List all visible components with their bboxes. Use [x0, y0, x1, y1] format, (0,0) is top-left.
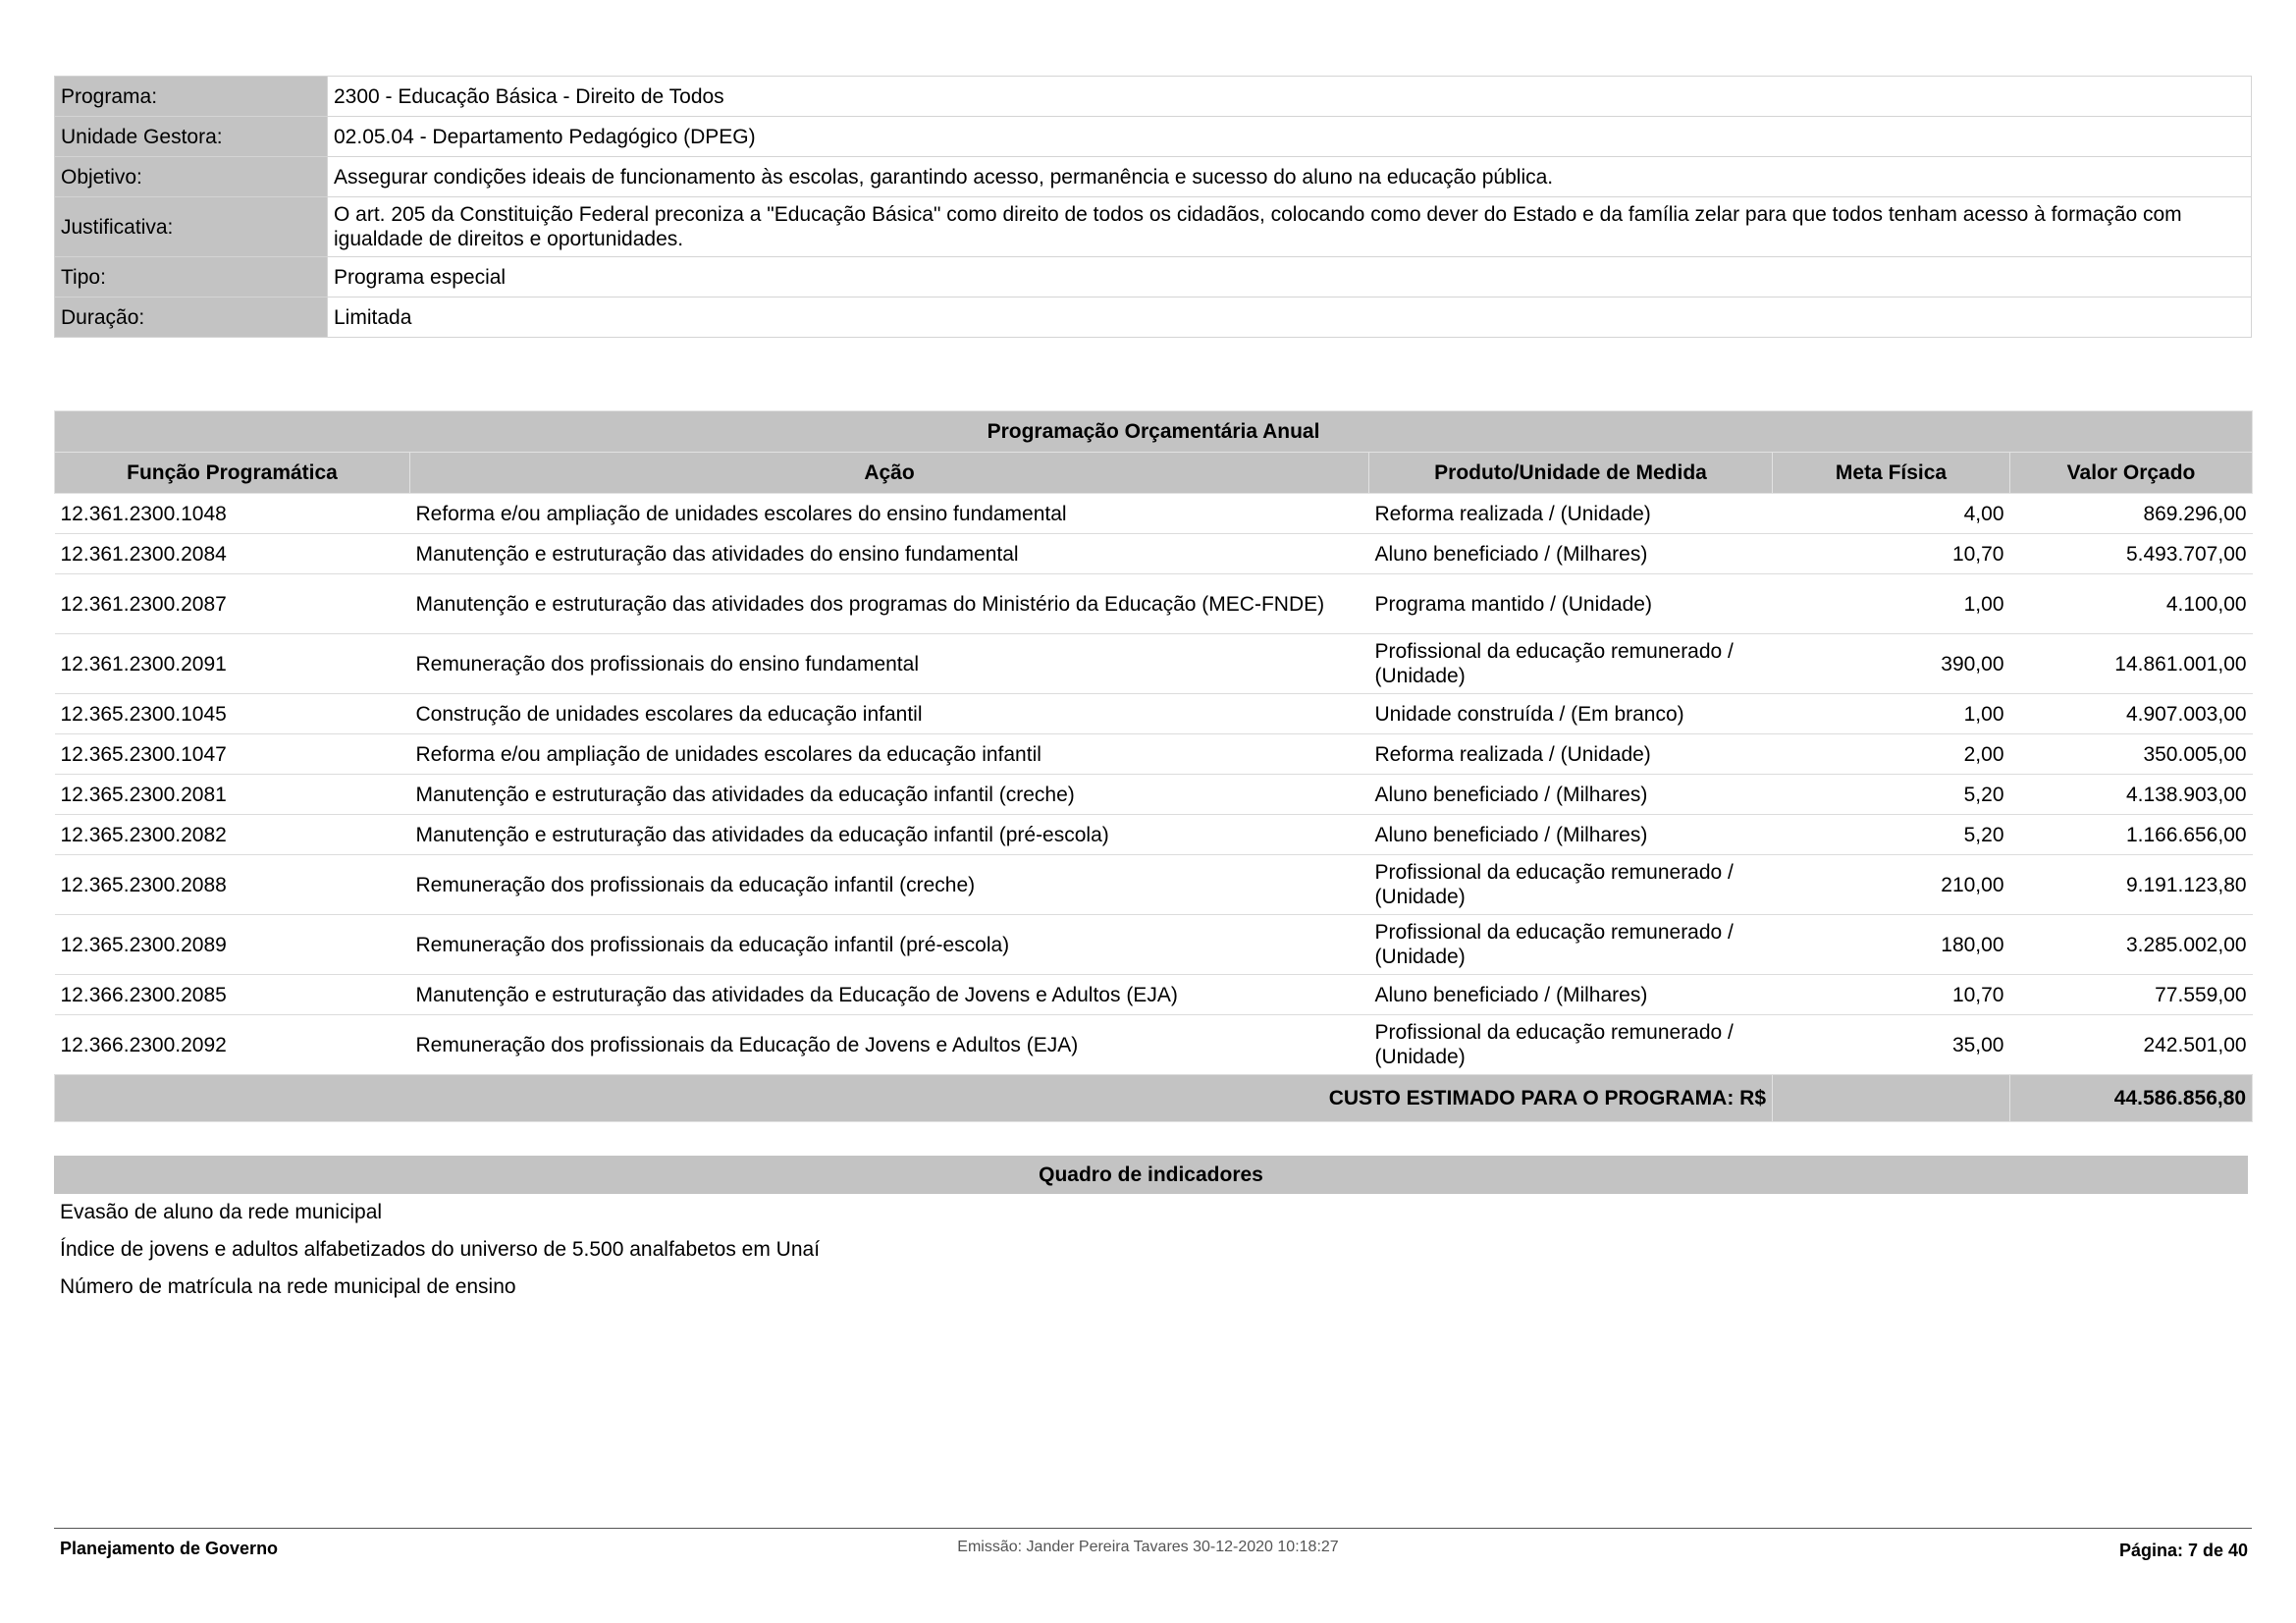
cell-acao: Construção de unidades escolares da educação infantil [410, 694, 1369, 734]
header-meta: Meta Física [1773, 453, 2010, 494]
list-item: Evasão de aluno da rede municipal [60, 1201, 383, 1223]
footer-divider [54, 1528, 2252, 1529]
list-item: Índice de jovens e adultos alfabetizados do universo de 5.500 analfabetos em Unaí [60, 1238, 821, 1261]
info-row-justificativa [55, 197, 2252, 257]
footer-title: Planejamento de Governo [60, 1539, 279, 1558]
table-row [55, 734, 2253, 775]
table-row [55, 534, 2253, 574]
info-label: Duração: [55, 298, 328, 338]
cell-produto: Profissional da educação remunerado / (Unidade) [1369, 1015, 1773, 1075]
info-row-programa [55, 77, 2252, 117]
table-row [55, 855, 2253, 915]
cell-funcao: 12.361.2300.2087 [55, 574, 410, 634]
cell-produto: Aluno beneficiado / (Milhares) [1369, 975, 1773, 1015]
budget-title: Programação Orçamentária Anual [55, 411, 2253, 453]
total-spacer [1773, 1075, 2010, 1122]
cell-acao: Remuneração dos profissionais da educação infantil (creche) [410, 855, 1369, 915]
cell-meta: 390,00 [1773, 634, 2010, 694]
cell-produto: Aluno beneficiado / (Milhares) [1369, 815, 1773, 855]
cell-valor: 4.100,00 [2010, 574, 2253, 634]
cell-meta: 10,70 [1773, 975, 2010, 1015]
cell-funcao: 12.365.2300.2088 [55, 855, 410, 915]
cell-funcao: 12.365.2300.2089 [55, 915, 410, 975]
cell-meta: 4,00 [1773, 494, 2010, 534]
cell-funcao: 12.365.2300.2081 [55, 775, 410, 815]
info-row-unidade-gestora [55, 117, 2252, 157]
info-label: Programa: [55, 77, 328, 117]
info-value: O art. 205 da Constituição Federal preconiza a "Educação Básica" como direito de todos os cidadãos, colocando como dever do Estado e da família zelar para que todos tenham acesso à formação com igualdade de direitos e oportunidades. [328, 197, 2252, 257]
info-label: Tipo: [55, 257, 328, 298]
cell-funcao: 12.366.2300.2092 [55, 1015, 410, 1075]
cell-produto: Unidade construída / (Em branco) [1369, 694, 1773, 734]
cell-meta: 35,00 [1773, 1015, 2010, 1075]
cell-acao: Manutenção e estruturação das atividades da educação infantil (creche) [410, 775, 1369, 815]
cell-meta: 180,00 [1773, 915, 2010, 975]
table-row [55, 494, 2253, 534]
cell-valor: 9.191.123,80 [2010, 855, 2253, 915]
cell-acao: Remuneração dos profissionais da educação infantil (pré-escola) [410, 915, 1369, 975]
cell-valor: 5.493.707,00 [2010, 534, 2253, 574]
info-value: 02.05.04 - Departamento Pedagógico (DPEG) [328, 117, 2252, 157]
header-valor: Valor Orçado [2010, 453, 2253, 494]
program-info-table [54, 76, 2252, 338]
cell-acao: Remuneração dos profissionais da Educação de Jovens e Adultos (EJA) [410, 1015, 1369, 1075]
cell-produto: Reforma realizada / (Unidade) [1369, 494, 1773, 534]
table-row [55, 815, 2253, 855]
info-row-tipo [55, 257, 2252, 298]
info-value: Assegurar condições ideais de funcionamento às escolas, garantindo acesso, permanência e sucesso do aluno na educação pública. [328, 157, 2252, 197]
table-row [55, 775, 2253, 815]
table-row [55, 1015, 2253, 1075]
cell-meta: 210,00 [1773, 855, 2010, 915]
info-row-duracao [55, 298, 2252, 338]
total-label: CUSTO ESTIMADO PARA O PROGRAMA: R$ [55, 1075, 1773, 1122]
cell-meta: 5,20 [1773, 815, 2010, 855]
table-row [55, 975, 2253, 1015]
indicators-title: Quadro de indicadores [54, 1156, 2248, 1194]
table-row [55, 634, 2253, 694]
cell-produto: Profissional da educação remunerado / (Unidade) [1369, 855, 1773, 915]
cell-acao: Manutenção e estruturação das atividades dos programas do Ministério da Educação (MEC-FNDE) [410, 574, 1369, 634]
info-label: Justificativa: [55, 197, 328, 257]
info-label: Objetivo: [55, 157, 328, 197]
cell-acao: Manutenção e estruturação das atividades do ensino fundamental [410, 534, 1369, 574]
cell-funcao: 12.361.2300.2084 [55, 534, 410, 574]
indicators-list [60, 1198, 820, 1310]
cell-funcao: 12.365.2300.1045 [55, 694, 410, 734]
total-value: 44.586.856,80 [2010, 1075, 2253, 1122]
cell-produto: Aluno beneficiado / (Milhares) [1369, 534, 1773, 574]
info-value: 2300 - Educação Básica - Direito de Todos [328, 77, 2252, 117]
cell-funcao: 12.361.2300.1048 [55, 494, 410, 534]
cell-valor: 242.501,00 [2010, 1015, 2253, 1075]
cell-produto: Reforma realizada / (Unidade) [1369, 734, 1773, 775]
cell-produto: Profissional da educação remunerado / (Unidade) [1369, 915, 1773, 975]
cell-funcao: 12.361.2300.2091 [55, 634, 410, 694]
header-funcao: Função Programática [55, 453, 410, 494]
budget-table [54, 410, 2253, 1122]
cell-produto: Aluno beneficiado / (Milhares) [1369, 775, 1773, 815]
page-number: Página: 7 de 40 [2118, 1541, 2248, 1560]
cell-valor: 1.166.656,00 [2010, 815, 2253, 855]
header-produto: Produto/Unidade de Medida [1369, 453, 1773, 494]
cell-acao: Reforma e/ou ampliação de unidades escolares do ensino fundamental [410, 494, 1369, 534]
cell-funcao: 12.365.2300.2082 [55, 815, 410, 855]
cell-valor: 4.138.903,00 [2010, 775, 2253, 815]
cell-acao: Manutenção e estruturação das atividades da Educação de Jovens e Adultos (EJA) [410, 975, 1369, 1015]
cell-funcao: 12.366.2300.2085 [55, 975, 410, 1015]
footer-emission: Emissão: Jander Pereira Tavares 30-12-2020 10:18:27 [957, 1539, 1339, 1555]
cell-valor: 869.296,00 [2010, 494, 2253, 534]
cell-produto: Programa mantido / (Unidade) [1369, 574, 1773, 634]
cell-valor: 350.005,00 [2010, 734, 2253, 775]
cell-meta: 2,00 [1773, 734, 2010, 775]
table-row [55, 574, 2253, 634]
cell-meta: 1,00 [1773, 574, 2010, 634]
header-acao: Ação [410, 453, 1369, 494]
cell-meta: 1,00 [1773, 694, 2010, 734]
info-value: Programa especial [328, 257, 2252, 298]
table-row [55, 694, 2253, 734]
cell-meta: 5,20 [1773, 775, 2010, 815]
total-row [55, 1075, 2253, 1122]
table-row [55, 915, 2253, 975]
info-label: Unidade Gestora: [55, 117, 328, 157]
cell-acao: Reforma e/ou ampliação de unidades escolares da educação infantil [410, 734, 1369, 775]
list-item: Número de matrícula na rede municipal de ensino [60, 1275, 516, 1298]
info-value: Limitada [328, 298, 2252, 338]
cell-valor: 77.559,00 [2010, 975, 2253, 1015]
cell-valor: 4.907.003,00 [2010, 694, 2253, 734]
info-row-objetivo [55, 157, 2252, 197]
cell-acao: Remuneração dos profissionais do ensino fundamental [410, 634, 1369, 694]
cell-produto: Profissional da educação remunerado / (Unidade) [1369, 634, 1773, 694]
cell-acao: Manutenção e estruturação das atividades da educação infantil (pré-escola) [410, 815, 1369, 855]
cell-funcao: 12.365.2300.1047 [55, 734, 410, 775]
cell-valor: 3.285.002,00 [2010, 915, 2253, 975]
cell-valor: 14.861.001,00 [2010, 634, 2253, 694]
cell-meta: 10,70 [1773, 534, 2010, 574]
